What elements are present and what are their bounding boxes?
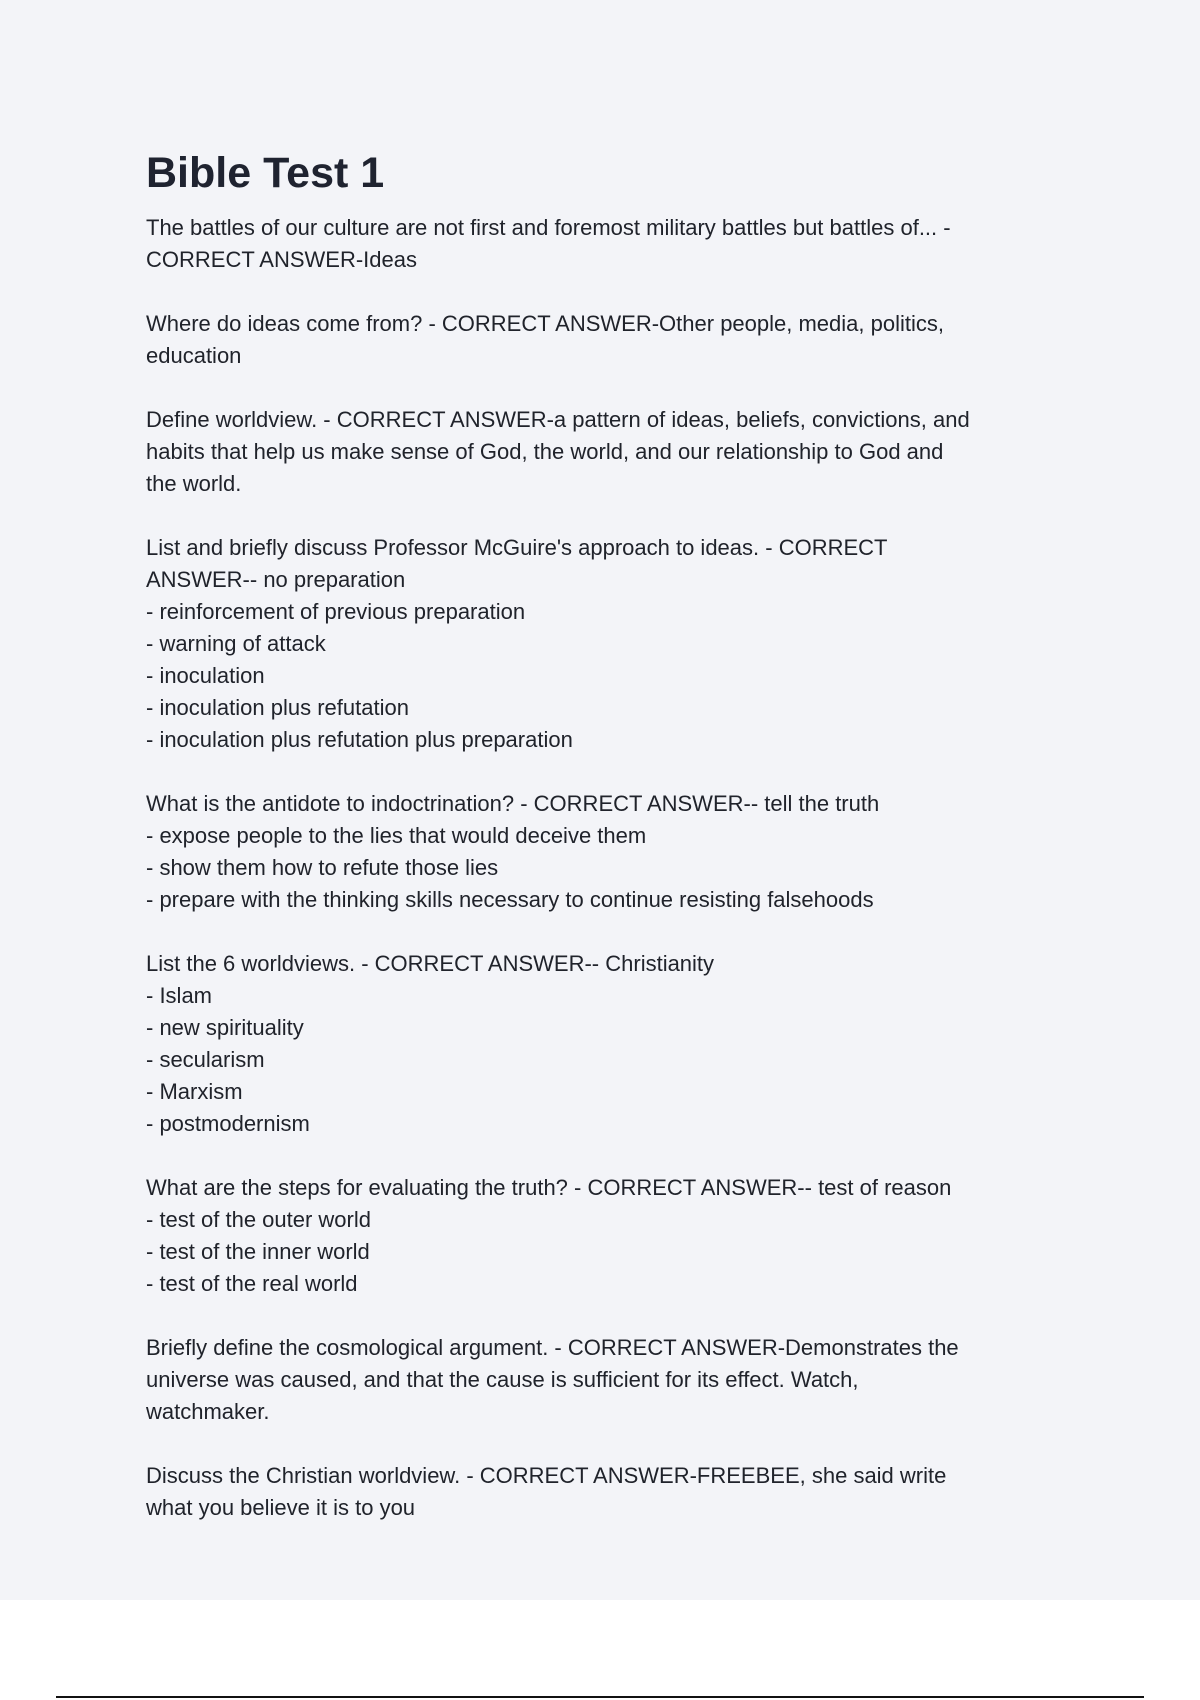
qa-text-line: - prepare with the thinking skills necessary to continue resisting falsehoods bbox=[146, 887, 874, 912]
qa-question-line: Briefly define the cosmological argument. - CORRECT ANSWER-Demonstrates the bbox=[146, 1335, 959, 1360]
qa-item bbox=[146, 788, 1076, 916]
qa-text-line: what you believe it is to you bbox=[146, 1495, 416, 1520]
qa-question-line: List and briefly discuss Professor McGuire's approach to ideas. - CORRECT bbox=[146, 535, 888, 560]
qa-list bbox=[146, 212, 1076, 1524]
qa-question-line: List the 6 worldviews. - CORRECT ANSWER-- Christianity bbox=[146, 951, 715, 976]
qa-question-line: Where do ideas come from? - CORRECT ANSWER-Other people, media, politics, bbox=[146, 311, 944, 336]
qa-text-line: - inoculation plus refutation plus preparation bbox=[146, 727, 573, 752]
qa-item bbox=[146, 532, 1076, 756]
qa-text-line: - test of the outer world bbox=[146, 1207, 371, 1232]
qa-text-line: - Marxism bbox=[146, 1079, 243, 1104]
qa-item bbox=[146, 212, 1076, 276]
qa-text-line: - show them how to refute those lies bbox=[146, 855, 499, 880]
qa-text-line: - warning of attack bbox=[146, 631, 326, 656]
qa-text-line: - inoculation plus refutation bbox=[146, 695, 409, 720]
qa-item bbox=[146, 404, 1076, 500]
qa-text-line: - postmodernism bbox=[146, 1111, 310, 1136]
qa-item bbox=[146, 308, 1076, 372]
qa-question-line: What is the antidote to indoctrination? - CORRECT ANSWER-- tell the truth bbox=[146, 791, 880, 816]
qa-text-line: - test of the real world bbox=[146, 1271, 358, 1296]
document-title: Bible Test 1 bbox=[146, 149, 385, 197]
qa-text-line: CORRECT ANSWER-Ideas bbox=[146, 247, 417, 272]
qa-text-line: - test of the inner world bbox=[146, 1239, 370, 1264]
qa-text-line: the world. bbox=[146, 471, 242, 496]
qa-question-line: What are the steps for evaluating the truth? - CORRECT ANSWER-- test of reason bbox=[146, 1175, 952, 1200]
qa-text-line: watchmaker. bbox=[146, 1399, 270, 1424]
qa-text-line: education bbox=[146, 343, 242, 368]
qa-text-line: - new spirituality bbox=[146, 1015, 304, 1040]
qa-text-line: ANSWER-- no preparation bbox=[146, 567, 406, 592]
qa-text-line: - reinforcement of previous preparation bbox=[146, 599, 526, 624]
qa-text-line: - Islam bbox=[146, 983, 212, 1008]
qa-item bbox=[146, 1172, 1076, 1300]
qa-item bbox=[146, 1460, 1076, 1524]
qa-question-line: Define worldview. - CORRECT ANSWER-a pattern of ideas, beliefs, convictions, and bbox=[146, 407, 970, 432]
qa-text-line: - expose people to the lies that would deceive them bbox=[146, 823, 647, 848]
qa-text-line: habits that help us make sense of God, the world, and our relationship to God and bbox=[146, 439, 944, 464]
qa-question-line: The battles of our culture are not first and foremost military battles but battles of... - bbox=[146, 215, 951, 240]
qa-item bbox=[146, 1332, 1076, 1428]
qa-text-line: - inoculation bbox=[146, 663, 265, 688]
qa-question-line: Discuss the Christian worldview. - CORRECT ANSWER-FREEBEE, she said write bbox=[146, 1463, 947, 1488]
footer-divider bbox=[56, 1696, 1144, 1698]
document-content bbox=[146, 146, 1076, 1556]
qa-item bbox=[146, 948, 1076, 1140]
qa-text-line: - secularism bbox=[146, 1047, 265, 1072]
qa-text-line: universe was caused, and that the cause is sufficient for its effect. Watch, bbox=[146, 1367, 859, 1392]
